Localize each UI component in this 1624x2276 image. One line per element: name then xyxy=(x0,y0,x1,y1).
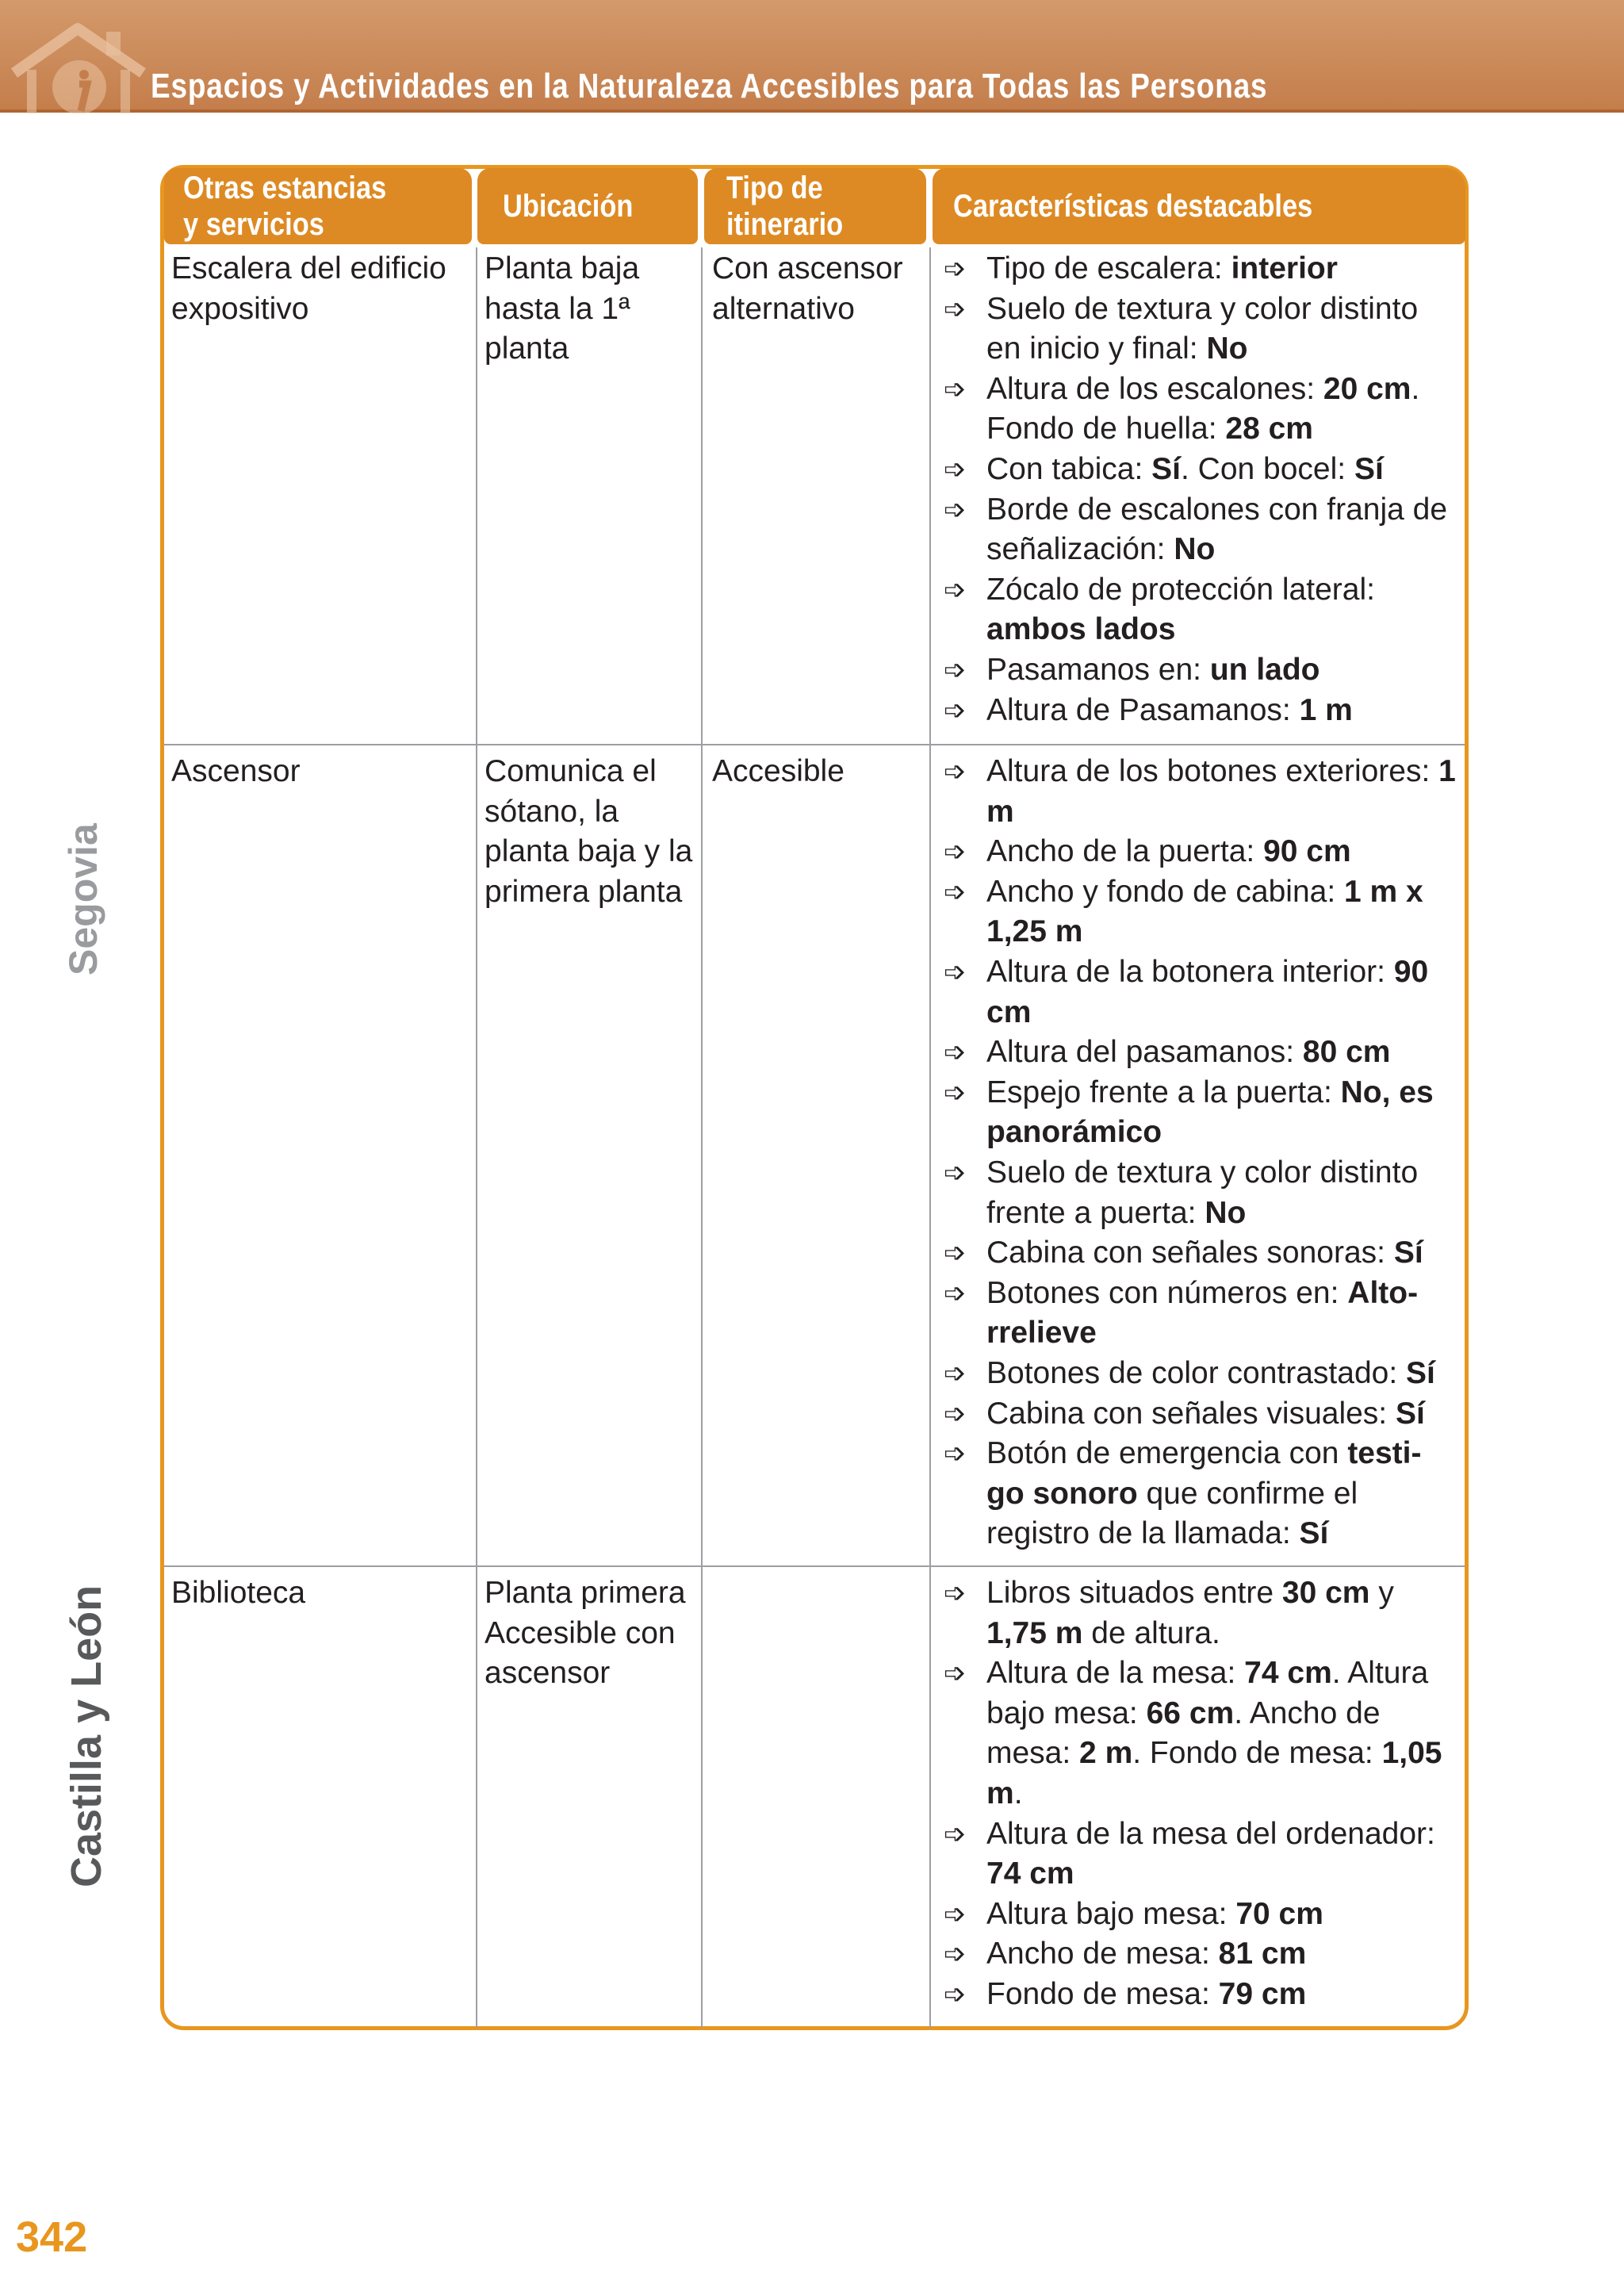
feature-item: ➩ Altura de Pasamanos: 1 m xyxy=(944,691,1459,731)
feature-item: ➩ Altura de los botones exteriores: 1 m xyxy=(944,752,1459,832)
arrow-bullet-icon: ➩ xyxy=(944,956,967,987)
arrow-bullet-icon: ➩ xyxy=(944,494,967,525)
feature-item: ➩ Fondo de mesa: 79 cm xyxy=(944,1975,1459,2015)
feature-list xyxy=(944,249,1459,730)
arrow-bullet-icon: ➩ xyxy=(944,254,967,284)
row-location: Planta primera Accesible con ascensor xyxy=(485,1576,686,1691)
feature-item: ➩ Botón de emergencia con testi-go sonoro que confirme el registro de la llamada: Sí xyxy=(944,1434,1459,1554)
row-divider xyxy=(164,744,1465,745)
feature-item: ➩ Altura bajo mesa: 70 cm xyxy=(944,1895,1459,1935)
feature-item: ➩ Botones de color contrastado: Sí xyxy=(944,1354,1459,1394)
page-number: 342 xyxy=(16,2213,88,2261)
feature-item: ➩ Altura de la mesa: 74 cm. Altura bajo mesa: 66 cm. Ancho de mesa: 2 m. Fondo de mesa: 1,05 m. xyxy=(944,1653,1459,1814)
arrow-bullet-icon: ➩ xyxy=(944,695,967,726)
arrow-bullet-icon: ➩ xyxy=(944,1358,967,1389)
arrow-bullet-icon: ➩ xyxy=(944,1658,967,1689)
arrow-bullet-icon: ➩ xyxy=(944,1157,967,1188)
feature-item: ➩ Altura de los escalones: 20 cm. Fondo de huella: 28 cm xyxy=(944,370,1459,450)
region-text: Castilla y León xyxy=(63,1584,110,1887)
row-location: Comunica el sótano, la planta baja y la primera planta xyxy=(485,754,693,909)
arrow-bullet-icon: ➩ xyxy=(944,654,967,685)
arrow-bullet-icon: ➩ xyxy=(944,837,967,868)
feature-item: ➩ Ancho y fondo de cabina: 1 m x 1,25 m xyxy=(944,872,1459,952)
column-header-location: Ubicación xyxy=(477,168,698,244)
column-header-itinerary: Tipo de itinerario xyxy=(704,168,926,244)
feature-item: ➩ Botones con números en: Alto-rrelieve xyxy=(944,1274,1459,1354)
arrow-bullet-icon: ➩ xyxy=(944,1278,967,1309)
row-location: Planta baja hasta la 1ª planta xyxy=(485,251,640,366)
arrow-bullet-icon: ➩ xyxy=(944,876,967,907)
arrow-bullet-icon: ➩ xyxy=(944,1939,967,1970)
arrow-bullet-icon: ➩ xyxy=(944,1439,967,1469)
feature-item: ➩ Con tabica: Sí. Con bocel: Sí xyxy=(944,450,1459,490)
arrow-bullet-icon: ➩ xyxy=(944,1037,967,1068)
page-title: Espacios y Actividades en la Naturaleza Accesibles para Todas las Personas xyxy=(151,67,1268,105)
column-divider xyxy=(929,247,931,2029)
feature-item: ➩ Suelo de textura y color distinto en inicio y final: No xyxy=(944,289,1459,370)
arrow-bullet-icon: ➩ xyxy=(944,293,967,324)
column-divider xyxy=(701,247,703,2029)
arrow-bullet-icon: ➩ xyxy=(944,454,967,485)
arrow-bullet-icon: ➩ xyxy=(944,1238,967,1269)
column-header-services: Otras estancias y servicios xyxy=(164,168,472,244)
arrow-bullet-icon: ➩ xyxy=(944,574,967,605)
row-itinerary: Accesible xyxy=(712,754,845,788)
row-name: Escalera del edificio expositivo xyxy=(171,251,446,326)
feature-item: ➩ Cabina con señales visuales: Sí xyxy=(944,1394,1459,1435)
feature-item: ➩ Suelo de textura y color distinto frente a puerta: No xyxy=(944,1153,1459,1233)
feature-item: ➩ Altura de la botonera interior: 90 cm xyxy=(944,952,1459,1033)
house-info-icon xyxy=(8,22,151,113)
arrow-bullet-icon: ➩ xyxy=(944,1899,967,1929)
column-divider xyxy=(476,247,477,2029)
arrow-bullet-icon: ➩ xyxy=(944,1578,967,1608)
feature-item: ➩ Altura de la mesa del ordenador: 74 cm xyxy=(944,1814,1459,1895)
feature-item: ➩ Libros situados entre 30 cm y 1,75 m de altura. xyxy=(944,1573,1459,1653)
feature-item: ➩ Ancho de la puerta: 90 cm xyxy=(944,832,1459,872)
feature-item: ➩ Ancho de mesa: 81 cm xyxy=(944,1934,1459,1975)
row-name: Ascensor xyxy=(171,754,301,788)
feature-item: ➩ Tipo de escalera: interior xyxy=(944,249,1459,289)
arrow-bullet-icon: ➩ xyxy=(944,374,967,404)
feature-list xyxy=(944,1573,1459,2015)
feature-item: ➩ Altura del pasamanos: 80 cm xyxy=(944,1033,1459,1073)
row-itinerary: Con ascensor alternativo xyxy=(712,251,903,326)
feature-item: ➩ Espejo frente a la puerta: No, es panorámico xyxy=(944,1073,1459,1153)
feature-item: ➩ Zócalo de protección lateral: ambos lados xyxy=(944,570,1459,650)
column-header-features: Características destacables xyxy=(933,168,1465,244)
feature-list xyxy=(944,752,1459,1554)
arrow-bullet-icon: ➩ xyxy=(944,1077,967,1108)
arrow-bullet-icon: ➩ xyxy=(944,1398,967,1429)
header-divider xyxy=(0,109,1624,113)
feature-item: ➩ Pasamanos en: un lado xyxy=(944,650,1459,691)
arrow-bullet-icon: ➩ xyxy=(944,1979,967,2010)
feature-item: ➩ Cabina con señales sonoras: Sí xyxy=(944,1233,1459,1274)
arrow-bullet-icon: ➩ xyxy=(944,1818,967,1849)
feature-item: ➩ Borde de escalones con franja de señalización: No xyxy=(944,490,1459,570)
row-divider xyxy=(164,1565,1465,1567)
row-name: Biblioteca xyxy=(171,1576,306,1610)
province-text: Segovia xyxy=(61,823,105,975)
arrow-bullet-icon: ➩ xyxy=(944,757,967,787)
